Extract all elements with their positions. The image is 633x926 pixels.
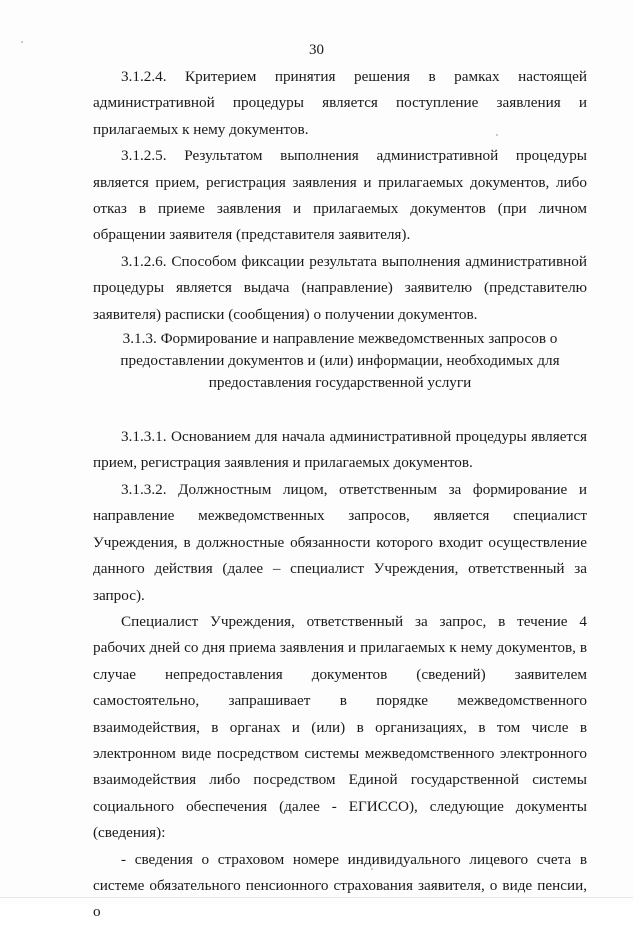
paragraph-3-1-2-6: 3.1.2.6. Способом фиксации результата выполнения административной процедуры является выдача (направление) заявителю (представителю заявителя) расписки (сообщения) о получении документов. (93, 252, 587, 323)
paragraph-specialist-request: Специалист Учреждения, ответственный за запрос, в течение 4 рабочих дней со дня приема заявления и прилагаемых к нему документов, в случае непредоставления документов (сведений) заявителем самостоятельно, запрашивает в порядке межведомственного взаимодействия, в органах и (или) в организациях, в том числе в электронном виде посредством системы межведомственного электронного взаимодействия либо посредством Единой государственной системы социального обеспечения (далее - ЕГИССО), следующие документы (сведения): (93, 612, 587, 842)
scan-speck (496, 134, 498, 136)
scan-edge-line (0, 897, 633, 898)
list-item-insurance-number: - сведения о страховом номере индивидуального лицевого счета в системе обязательного пенсионного страхования заявителя, о виде пенсии, о (93, 850, 587, 921)
section-heading-3-1-3: 3.1.3. Формирование и направление межведомственных запросов о предоставлении документов и (или) информации, необходимых для предоставления государственной услуги (120, 330, 560, 392)
document-body (93, 64, 587, 926)
paragraph-3-1-2-5: 3.1.2.5. Результатом выполнения административной процедуры является прием, регистрация заявления и прилагаемых документов, либо отказ в приеме заявления и прилагаемых документов (при личном обращении заявителя (представителя заявителя). (93, 147, 587, 244)
scan-speck (21, 41, 23, 43)
scan-speck (371, 868, 373, 870)
page-number: 30 (309, 42, 324, 58)
paragraph-3-1-3-1: 3.1.3.1. Основанием для начала административной процедуры является прием, регистрация заявления и прилагаемых документов. (93, 428, 587, 472)
paragraph-3-1-2-4: 3.1.2.4. Критерием принятия решения в рамках настоящей административной процедуры является поступление заявления и прилагаемых к нему документов. (93, 68, 587, 138)
paragraph-3-1-3-2: 3.1.3.2. Должностным лицом, ответственным за формирование и направление межведомственных запросов, является специалист Учреждения, в должностные обязанности которого входит осуществление данного действия (далее – специалист Учреждения, ответственный за запрос). (93, 480, 587, 604)
